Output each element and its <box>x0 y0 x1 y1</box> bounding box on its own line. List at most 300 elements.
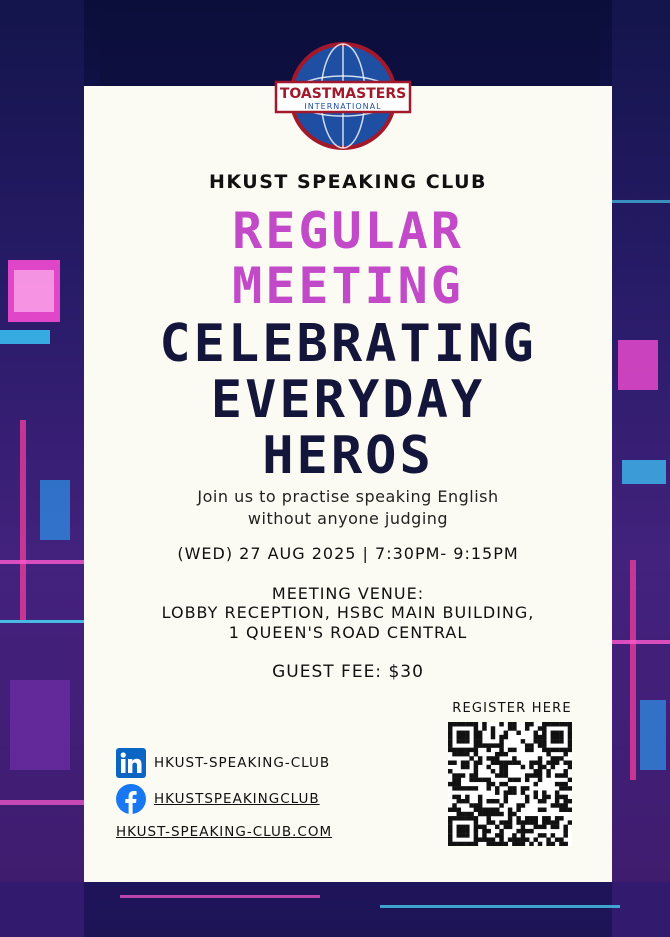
qr-module <box>461 752 465 756</box>
venue-line-2: 1 QUEEN'S ROAD CENTRAL <box>228 623 468 642</box>
qr-module <box>457 812 461 816</box>
qr-module <box>504 820 508 824</box>
qr-module <box>563 808 567 812</box>
qr-module <box>525 816 529 820</box>
qr-module <box>499 735 503 739</box>
qr-module <box>559 748 563 752</box>
qr-module <box>469 778 473 782</box>
qr-module <box>491 735 495 739</box>
qr-module <box>563 842 567 846</box>
qr-module <box>559 842 563 846</box>
qr-module <box>546 773 550 777</box>
qr-module <box>486 812 490 816</box>
qr-module <box>452 816 456 820</box>
qr-module <box>551 842 555 846</box>
qr-module <box>542 731 546 735</box>
qr-module <box>568 731 572 735</box>
qr-module <box>563 829 567 833</box>
qr-module <box>534 739 538 743</box>
qr-module <box>478 799 482 803</box>
qr-module <box>568 722 572 726</box>
qr-module <box>486 842 490 846</box>
qr-module <box>482 829 486 833</box>
qr-module <box>465 829 469 833</box>
qr-module <box>469 722 473 726</box>
qr-module <box>461 825 465 829</box>
qr-module <box>563 803 567 807</box>
qr-module <box>469 812 473 816</box>
qr-module <box>486 778 490 782</box>
qr-module <box>474 786 478 790</box>
qr-module <box>568 739 572 743</box>
qr-module <box>563 769 567 773</box>
theme-line-3: HEROS <box>262 426 434 486</box>
qr-module <box>568 735 572 739</box>
qr-module <box>546 842 550 846</box>
qr-module <box>538 808 542 812</box>
qr-module <box>555 735 559 739</box>
qr-module <box>486 756 490 760</box>
qr-module <box>469 786 473 790</box>
qr-module <box>508 760 512 764</box>
qr-module <box>512 790 516 794</box>
qr-module <box>521 803 525 807</box>
qr-module <box>568 748 572 752</box>
qr-module <box>534 769 538 773</box>
qr-module <box>448 816 452 820</box>
qr-code-icon[interactable] <box>448 722 572 846</box>
qr-module <box>546 795 550 799</box>
qr-module <box>512 833 516 837</box>
qr-module <box>499 760 503 764</box>
qr-module <box>474 769 478 773</box>
qr-module <box>551 820 555 824</box>
qr-module <box>461 812 465 816</box>
qr-module <box>538 799 542 803</box>
qr-module <box>525 773 529 777</box>
qr-module <box>538 739 542 743</box>
qr-module <box>457 808 461 812</box>
qr-module <box>512 760 516 764</box>
qr-module <box>555 816 559 820</box>
qr-module <box>508 808 512 812</box>
qr-module <box>534 795 538 799</box>
qr-module <box>499 739 503 743</box>
qr-module <box>474 833 478 837</box>
qr-module <box>457 799 461 803</box>
qr-module <box>452 803 456 807</box>
qr-module <box>482 743 486 747</box>
qr-module <box>448 782 452 786</box>
qr-module <box>461 739 465 743</box>
qr-module <box>448 820 452 824</box>
qr-module <box>461 833 465 837</box>
qr-module <box>563 748 567 752</box>
qr-module <box>568 799 572 803</box>
qr-module <box>486 816 490 820</box>
qr-module <box>559 756 563 760</box>
qr-module <box>521 842 525 846</box>
qr-module <box>542 726 546 730</box>
qr-module <box>495 842 499 846</box>
qr-module <box>486 820 490 824</box>
qr-module <box>504 769 508 773</box>
qr-module <box>504 782 508 786</box>
qr-module <box>568 726 572 730</box>
qr-module <box>529 765 533 769</box>
qr-module <box>504 790 508 794</box>
qr-module <box>457 752 461 756</box>
qr-module <box>461 786 465 790</box>
qr-module <box>555 760 559 764</box>
qr-module <box>491 760 495 764</box>
qr-module <box>504 735 508 739</box>
qr-module <box>525 820 529 824</box>
qr-module <box>495 756 499 760</box>
qr-module <box>525 778 529 782</box>
qr-module <box>448 735 452 739</box>
headline-line-2: MEETING <box>232 257 464 315</box>
qr-module <box>452 722 456 726</box>
qr-module <box>457 829 461 833</box>
tagline-line-1: Join us to practise speaking English <box>197 487 499 506</box>
qr-module <box>538 726 542 730</box>
qr-module <box>474 803 478 807</box>
qr-module <box>461 748 465 752</box>
qr-module <box>508 790 512 794</box>
qr-module <box>478 778 482 782</box>
qr-module <box>448 833 452 837</box>
qr-module <box>534 820 538 824</box>
qr-module <box>546 820 550 824</box>
qr-module <box>504 799 508 803</box>
qr-module <box>486 837 490 841</box>
qr-module <box>461 760 465 764</box>
qr-module <box>478 735 482 739</box>
website-link[interactable]: HKUST-SPEAKING-CLUB.COM <box>116 824 333 840</box>
theme-line-1: CELEBRATING <box>159 314 537 374</box>
qr-module <box>478 825 482 829</box>
qr-module <box>474 765 478 769</box>
qr-module <box>486 748 490 752</box>
qr-module <box>474 735 478 739</box>
qr-module <box>495 760 499 764</box>
qr-module <box>555 773 559 777</box>
club-name: HKUST SPEAKING CLUB <box>209 171 487 193</box>
qr-module <box>546 837 550 841</box>
qr-module <box>534 760 538 764</box>
qr-module <box>474 837 478 841</box>
qr-module <box>461 816 465 820</box>
qr-module <box>486 786 490 790</box>
qr-module <box>542 748 546 752</box>
qr-module <box>452 795 456 799</box>
linkedin-link[interactable] <box>116 748 330 778</box>
qr-module <box>563 773 567 777</box>
qr-module <box>478 739 482 743</box>
qr-module <box>465 825 469 829</box>
qr-module <box>559 795 563 799</box>
qr-module <box>538 735 542 739</box>
qr-module <box>555 825 559 829</box>
qr-module <box>563 760 567 764</box>
qr-module <box>521 820 525 824</box>
qr-module <box>563 782 567 786</box>
qr-module <box>563 833 567 837</box>
qr-module <box>474 816 478 820</box>
qr-module <box>542 825 546 829</box>
qr-module <box>465 748 469 752</box>
qr-module <box>529 743 533 747</box>
qr-module <box>491 820 495 824</box>
qr-module <box>491 726 495 730</box>
qr-module <box>516 829 520 833</box>
qr-module <box>499 765 503 769</box>
qr-module <box>551 731 555 735</box>
qr-module <box>461 799 465 803</box>
qr-module <box>529 722 533 726</box>
qr-module <box>555 820 559 824</box>
qr-module <box>474 773 478 777</box>
qr-module <box>491 812 495 816</box>
qr-module <box>521 837 525 841</box>
qr-module <box>469 803 473 807</box>
qr-module <box>495 808 499 812</box>
qr-module <box>499 812 503 816</box>
qr-module <box>482 812 486 816</box>
qr-module <box>534 782 538 786</box>
qr-module <box>568 820 572 824</box>
linkedin-icon <box>116 748 146 778</box>
qr-module <box>559 722 563 726</box>
qr-module <box>461 773 465 777</box>
qr-module <box>521 833 525 837</box>
qr-module <box>504 842 508 846</box>
qr-module <box>504 765 508 769</box>
qr-module <box>529 842 533 846</box>
qr-module <box>452 760 456 764</box>
qr-module <box>448 748 452 752</box>
facebook-link[interactable] <box>116 784 320 814</box>
qr-module <box>538 825 542 829</box>
qr-module <box>499 722 503 726</box>
qr-module <box>491 799 495 803</box>
qr-module <box>448 825 452 829</box>
qr-module <box>499 769 503 773</box>
qr-module <box>461 829 465 833</box>
qr-module <box>499 773 503 777</box>
qr-module <box>538 773 542 777</box>
qr-module <box>499 829 503 833</box>
qr-module <box>508 722 512 726</box>
qr-module <box>529 816 533 820</box>
qr-module <box>512 778 516 782</box>
qr-module <box>534 816 538 820</box>
qr-module <box>529 820 533 824</box>
qr-module <box>469 842 473 846</box>
qr-module <box>512 756 516 760</box>
qr-module <box>452 808 456 812</box>
qr-module <box>516 808 520 812</box>
qr-module <box>499 782 503 786</box>
qr-module <box>452 773 456 777</box>
qr-module <box>521 790 525 794</box>
qr-module <box>474 808 478 812</box>
qr-module <box>542 820 546 824</box>
qr-module <box>508 812 512 816</box>
qr-module <box>448 760 452 764</box>
qr-module <box>529 760 533 764</box>
qr-module <box>448 731 452 735</box>
qr-module <box>457 773 461 777</box>
qr-module <box>457 739 461 743</box>
qr-module <box>559 803 563 807</box>
qr-module <box>482 808 486 812</box>
qr-module <box>542 765 546 769</box>
qr-module <box>508 778 512 782</box>
qr-module <box>525 795 529 799</box>
headline-line-1: REGULAR <box>232 202 464 260</box>
qr-module <box>478 760 482 764</box>
qr-module <box>448 769 452 773</box>
qr-module <box>521 829 525 833</box>
qr-module <box>551 803 555 807</box>
qr-module <box>448 743 452 747</box>
venue-label: MEETING VENUE: <box>271 584 425 603</box>
qr-module <box>457 786 461 790</box>
qr-module <box>555 756 559 760</box>
qr-module <box>534 790 538 794</box>
qr-module <box>486 765 490 769</box>
qr-module <box>542 739 546 743</box>
qr-module <box>469 748 473 752</box>
qr-module <box>534 735 538 739</box>
qr-module <box>521 825 525 829</box>
qr-module <box>486 743 490 747</box>
qr-module <box>482 726 486 730</box>
qr-module <box>457 833 461 837</box>
qr-module <box>559 773 563 777</box>
qr-module <box>504 773 508 777</box>
qr-module <box>555 795 559 799</box>
qr-module <box>486 829 490 833</box>
qr-module <box>495 743 499 747</box>
qr-module <box>491 782 495 786</box>
qr-module <box>474 731 478 735</box>
qr-module <box>555 782 559 786</box>
qr-module <box>499 837 503 841</box>
qr-module <box>508 726 512 730</box>
qr-module <box>551 756 555 760</box>
qr-module <box>512 837 516 841</box>
qr-module <box>486 782 490 786</box>
qr-module <box>491 837 495 841</box>
qr-module <box>486 799 490 803</box>
tagline-line-2: without anyone judging <box>247 509 449 528</box>
qr-module <box>474 722 478 726</box>
qr-module <box>551 760 555 764</box>
qr-module <box>478 808 482 812</box>
qr-module <box>482 833 486 837</box>
qr-module <box>482 837 486 841</box>
qr-module <box>465 842 469 846</box>
qr-module <box>512 812 516 816</box>
qr-module <box>465 731 469 735</box>
qr-module <box>555 748 559 752</box>
qr-module <box>465 799 469 803</box>
qr-module <box>555 803 559 807</box>
qr-module <box>465 760 469 764</box>
qr-module <box>563 799 567 803</box>
qr-module <box>529 773 533 777</box>
qr-module <box>469 756 473 760</box>
facebook-icon <box>116 784 146 814</box>
qr-module <box>542 735 546 739</box>
qr-module <box>448 829 452 833</box>
qr-module <box>538 778 542 782</box>
qr-module <box>482 778 486 782</box>
qr-module <box>551 722 555 726</box>
qr-module <box>568 778 572 782</box>
qr-module <box>457 778 461 782</box>
qr-module <box>461 735 465 739</box>
logo-text-top: TOASTMASTERS <box>279 86 407 102</box>
qr-module <box>542 816 546 820</box>
qr-module <box>465 735 469 739</box>
qr-module <box>559 739 563 743</box>
qr-module <box>538 833 542 837</box>
qr-module <box>512 786 516 790</box>
qr-module <box>495 812 499 816</box>
qr-module <box>491 769 495 773</box>
qr-module <box>495 799 499 803</box>
qr-module <box>474 739 478 743</box>
qr-module <box>461 765 465 769</box>
qr-module <box>457 842 461 846</box>
qr-module <box>551 825 555 829</box>
qr-module <box>538 756 542 760</box>
guest-fee: GUEST FEE: $30 <box>272 662 424 682</box>
qr-module <box>504 795 508 799</box>
qr-module <box>448 837 452 841</box>
qr-module <box>457 795 461 799</box>
qr-module <box>559 808 563 812</box>
qr-module <box>448 722 452 726</box>
qr-module <box>448 739 452 743</box>
qr-module <box>448 842 452 846</box>
qr-module <box>551 735 555 739</box>
qr-module <box>457 825 461 829</box>
qr-module <box>457 731 461 735</box>
qr-module <box>538 765 542 769</box>
qr-module <box>516 816 520 820</box>
qr-module <box>525 722 529 726</box>
qr-module <box>538 743 542 747</box>
event-date-time: (WED) 27 AUG 2025 | 7:30PM- 9:15PM <box>177 544 519 563</box>
qr-module <box>546 748 550 752</box>
qr-module <box>542 799 546 803</box>
qr-module <box>563 795 567 799</box>
qr-module <box>474 752 478 756</box>
qr-module <box>465 816 469 820</box>
qr-module <box>478 731 482 735</box>
qr-module <box>452 786 456 790</box>
qr-module <box>525 837 529 841</box>
qr-module <box>495 786 499 790</box>
qr-module <box>499 803 503 807</box>
qr-module <box>555 722 559 726</box>
qr-module <box>546 752 550 756</box>
